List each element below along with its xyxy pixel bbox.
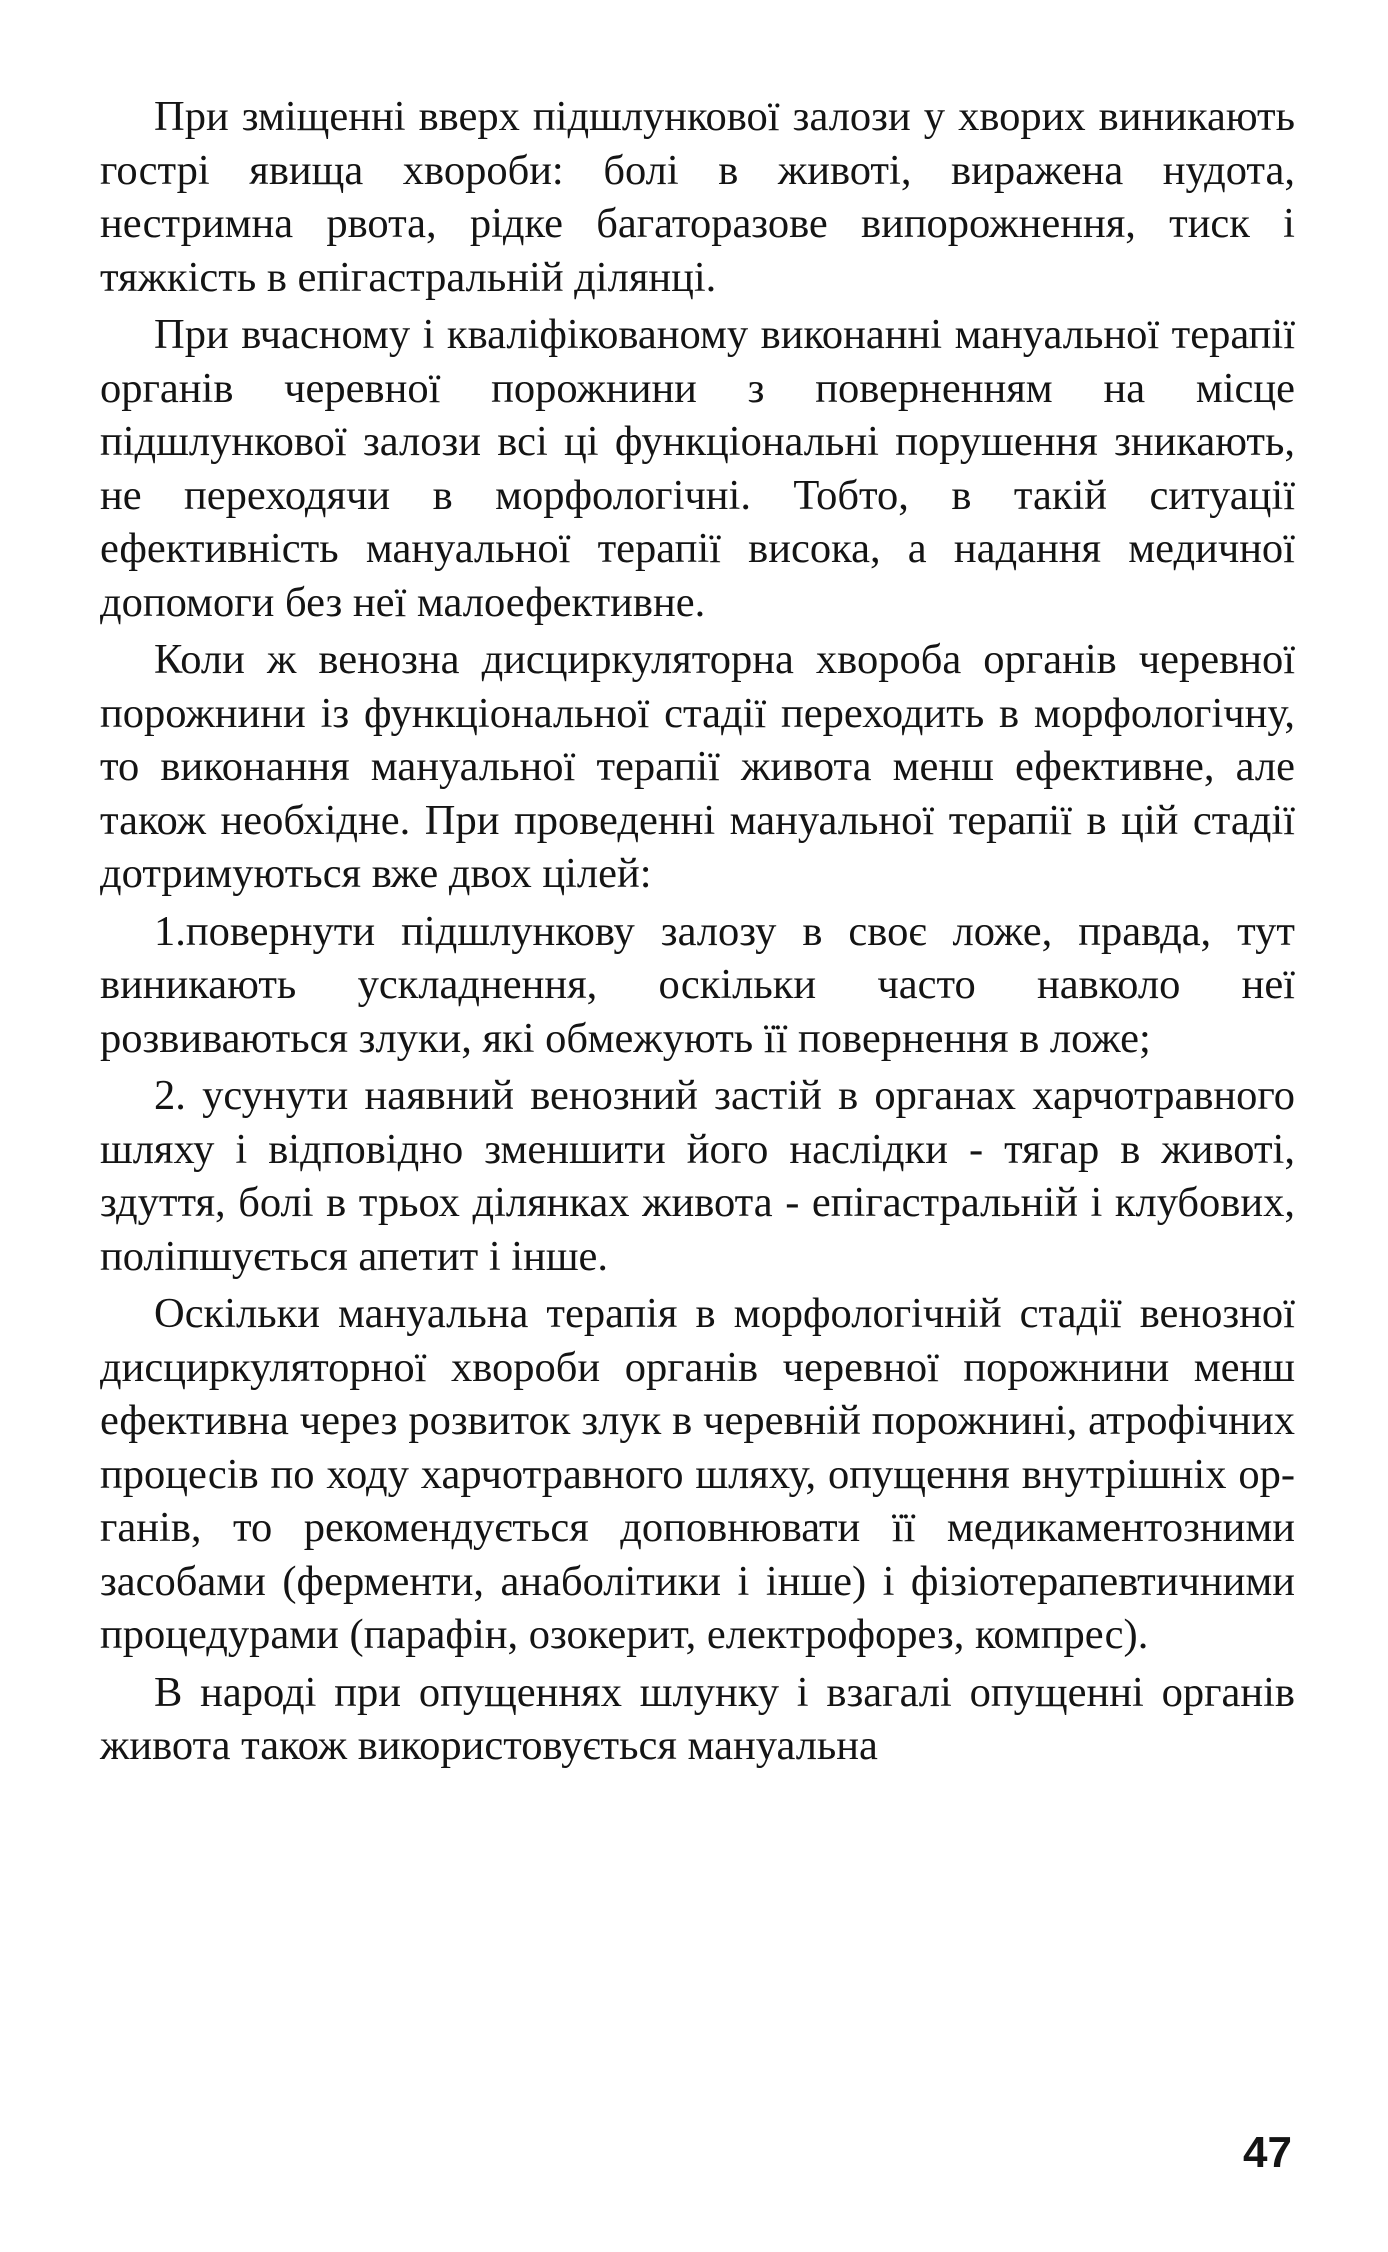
list-item-goal-1: 1.повернути підшлункову залозу в своє ложе, правда, тут виникають ускладнення, оскільки часто навколо неї розвиваються злуки, які обмежують її повернення в ложе; — [100, 907, 1295, 1062]
paragraph-folk-practice: В народі при опущеннях шлунку і взагалі опущенні органів живота також використовується мануальна — [100, 1668, 1295, 1769]
paragraph-morphological-stage: Коли ж венозна дисциркуляторна хвороба органів черевної порожнини із функціональної стадії переходить в морфологічну, то виконання мануальної терапії живота менш ефективне, але також необхідне. При проведенні мануальної терапії в цій стадії дотримуються вже двох цілей: — [100, 636, 1295, 897]
list-item-goal-2: 2. усунути наявний венозний застій в органах харчотравного шляху і відповідно зменшити його наслідки - тягар в животі, здуття, болі в трьох ділянках живота - епігастральній і клубових, поліпшується апетит і інше. — [100, 1072, 1295, 1280]
paragraph-complementary-treatment: Оскільки мануальна терапія в морфологічній стадії венозної дисциркуляторної хвороби органів черевної порожнини менш ефективна через розвиток злук в черевній порожнині, атрофічних процесів по ходу харчотравного шляху, опущення внутрішніх органів, то рекомендується доповнювати її медикаментозними засобами (ферменти, анаболітики і інше) і фізіотерапевтичними процедурами (парафін, озокерит, електрофорез, компрес). — [100, 1290, 1295, 1658]
page-text — [100, 90, 1295, 1773]
paragraph-pancreas-displacement: При зміщенні вверх підшлункової залози у хворих виникають гострі явища хвороби: болі в животі, виражена нудота, нестримна рвота, рідке багаторазове випорожнення, тиск і тяжкість в епігастральній ділянці. — [100, 93, 1295, 301]
paragraph-timely-manual-therapy: При вчасному і кваліфікованому виконанні мануальної терапії органів черевної порожнини з поверненням на місце підшлункової залози всі ці функціональні порушення зникають, не переходячи в морфологічні. Тобто, в такій ситуації ефективність мануальної терапії висока, а надання медичної допомоги без неї малоефективне. — [100, 311, 1295, 626]
page-number: 47 — [1243, 2128, 1292, 2177]
